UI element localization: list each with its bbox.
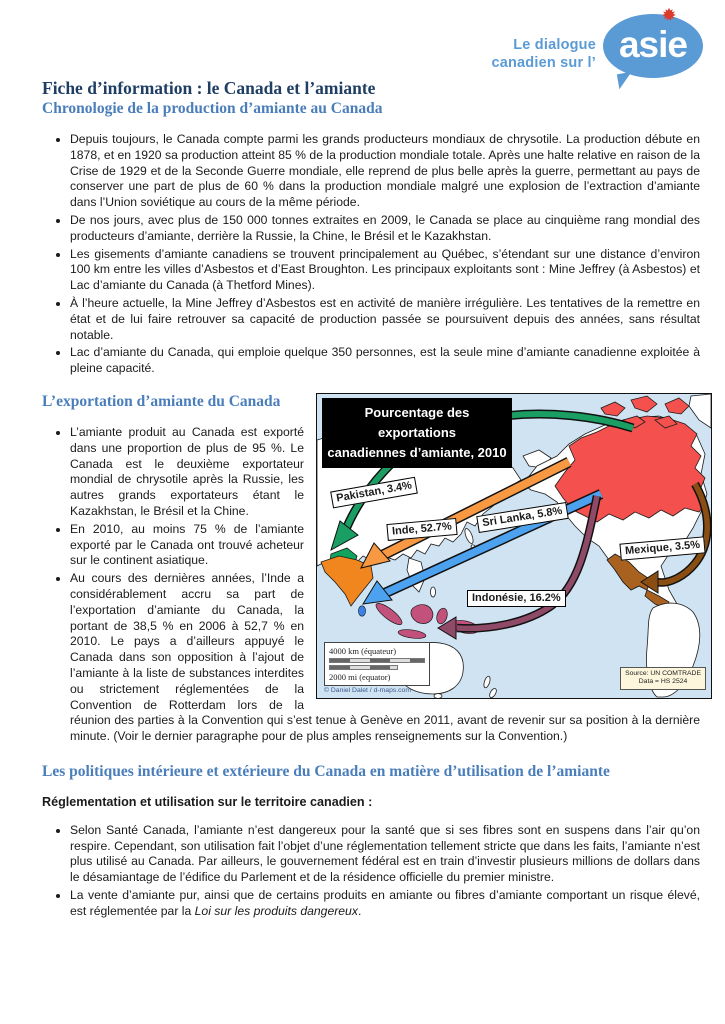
list-item: • L’amiante produit au Canada est exporté dans une proportion de plus de 95 %. Le Canada est le deuxième exportateur mondial de chrysotile après la Russie, les autres grands exportateurs étant le Kazakhstan, le Brésil et la Chine. — [70, 425, 700, 520]
scale-km-label: 4000 km (équateur) — [329, 645, 397, 656]
chronology-list — [42, 132, 700, 377]
source-line2: Data = HS 2524 — [638, 678, 688, 686]
map-source — [620, 667, 706, 690]
export-section — [42, 393, 700, 745]
map-label-sri-lanka: Sri Lanka, 5.8% — [476, 502, 568, 533]
list-item: • À l’heure actuelle, la Mine Jeffrey d’Asbestos est en activité de manière irrégulière. Les tentatives de la remettre en état et de lui faire retrouver sa capacité de production passée se poursuivent depuis des années, sans résultat notable. — [70, 296, 700, 343]
scale-mi-label: 2000 mi (equator) — [329, 671, 391, 682]
logo-tagline-line2: canadien sur l’ — [491, 55, 596, 71]
section-heading-export: L’exportation d’amiante du Canada — [42, 392, 281, 410]
map-title-line2: canadiennes d’amiante, 2010 — [327, 444, 507, 460]
list-item — [70, 888, 700, 920]
logo-wordmark: asie — [618, 23, 687, 65]
logo-tagline — [491, 36, 596, 72]
list-item: • Les gisements d’amiante canadiens se trouvent principalement au Québec, s’étendant sur une distance d’environ 100 km entre les villes d’Asbestos et d’East Broughton. Les principaux exploitants sont : Mine Jeffrey (à Asbestos) et Lac d’amiante du Canada (à Thetford Mines). — [70, 247, 700, 294]
source-line1: Source: UN COMTRADE — [625, 669, 701, 677]
map-label-pakistan: Pakistan, 3.4% — [330, 477, 418, 509]
list-item: • En 2010, au moins 75 % de l’amiante exporté par le Canada ont trouvé acheteur sur le continent asiatique. — [70, 522, 700, 569]
map-credit: © Daniel Dalet / d-maps.com — [324, 686, 411, 694]
list-item: • Depuis toujours, le Canada compte parmi les grands producteurs mondiaux de chrysotile. La production débute en 1878, et en 1920 sa production atteint 85 % de la production mondiale totale. Après une halte relative en raison de la Crise de 1929 et de la Seconde Guerre mondiale, elle reprend de plus belle après la guerre, permettant au pays de conserver une part de plus de 60 % dans la production mondiale malgré une explosion de l’extraction d’amiante dans l’Union soviétique au cours de la même période. — [70, 132, 700, 211]
map-label-inde: Inde, 52.7% — [386, 518, 457, 541]
list-item: • Selon Santé Canada, l’amiante n’est dangereux pour la santé que si ses fibres sont en suspens dans l’air qu’on respire. Cependant, son utilisation fait l’objet d’une réglementation tellement stricte que dans les faits, l’amiante n’est plus utilisé au Canada. Par ailleurs, le gouvernement fédéral est en train d’investir plusieurs millions de dollars dans le désamiantage de l’édifice du Parlement et de la résidence officielle du premier ministre. — [70, 823, 700, 886]
law-title: Loi sur les produits dangereux — [194, 903, 358, 918]
map-title — [322, 398, 512, 468]
policy-subheading: Réglementation et utilisation sur le territoire canadien : — [42, 794, 373, 809]
list-item: • De nos jours, avec plus de 150 000 tonnes extraites en 2009, le Canada se place au cinquième rang mondial des producteurs d’amiante, derrière la Russie, la Chine, le Brésil et le Kazakhstan. — [70, 213, 700, 245]
list-item: • Au cours des dernières années, l’Inde a considérablement accru sa part de l’exportation d’amiante du Canada, la portant de 38,5 % en 2006 à 52,7 % en 2010. Le pays a d’ailleurs appuyé le Canada dans son opposition à l’ajout de l’amiante à la liste de substances interdites ou strictement réglementées de la Convention de Rotterdam lors de la réunion des parties à la Convention qui s’est tenue à Genève en 2011, avant de revenir sur sa position à la dernière minute. (Voir le dernier paragraphe pour de plus amples renseignements sur la Convention.) — [70, 571, 700, 745]
policy-bullet2-text: La vente d’amiante pur, ainsi que de certains produits en amiante ou fibres d’amiante comportant un risque élevé, est réglementée par la — [70, 888, 700, 918]
map-label-mexique: Mexique, 3.5% — [619, 536, 705, 560]
map-label-indonesie: Indonésie, 16.2% — [467, 590, 566, 607]
page-title: Fiche d’information : le Canada et l’amiante — [42, 78, 376, 98]
section-heading-chronology: Chronologie de la production d’amiante au Canada — [42, 100, 383, 117]
asia-dialogue-logo — [491, 14, 703, 78]
scale-bar-km — [329, 658, 425, 663]
scale-bar-mi — [329, 665, 398, 670]
map-title-line1: Pourcentage des exportations — [364, 404, 470, 440]
section-heading-policy: Les politiques intérieure et extérieure du Canada en matière d’utilisation de l’amiante — [42, 762, 610, 780]
export-map — [316, 393, 712, 699]
speech-bubble — [603, 14, 703, 78]
policy-bullet2-suffix: . — [357, 903, 362, 918]
map-scale — [324, 642, 430, 686]
logo-tagline-line1: Le dialogue — [513, 37, 596, 53]
list-item: • Lac d’amiante du Canada, qui emploie quelque 350 personnes, est la seule mine d’amiante canadienne exploitée à pleine capacité. — [70, 345, 700, 377]
maple-leaf-icon — [661, 7, 677, 23]
policy-list — [42, 823, 700, 920]
